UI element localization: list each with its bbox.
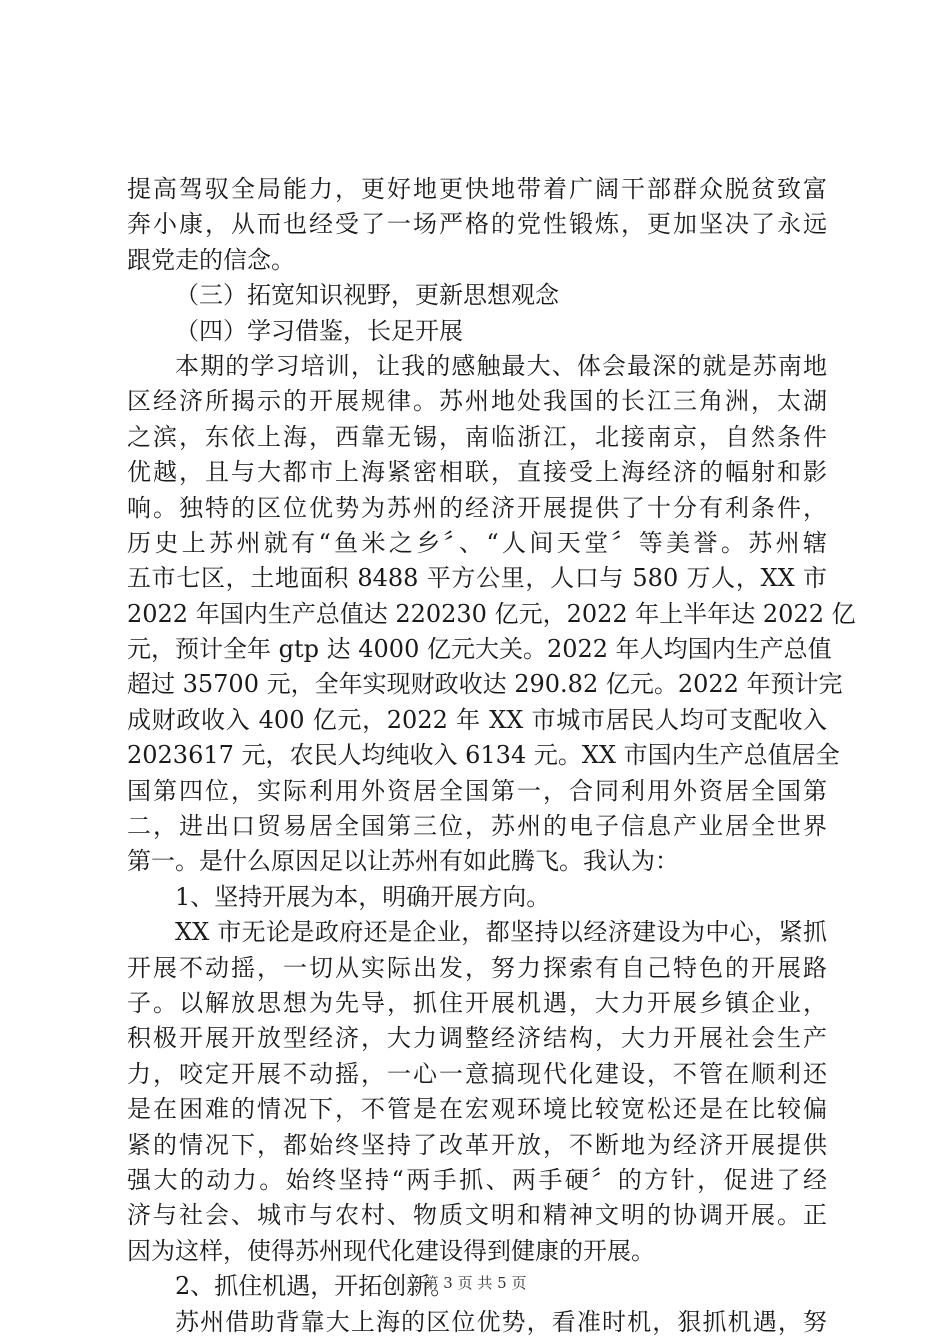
- text-line: 之滨，东依上海，西靠无锡，南临浙江，北接南京，自然条件: [127, 422, 827, 451]
- text-line: 超过 35700 元，全年实现财政收达 290.82 亿元。2022 年预计完: [127, 670, 843, 699]
- text-line: 五市七区，土地面积 8488 平方公里，人口与 580 万人，XX 市: [127, 564, 827, 593]
- text-line: 提高驾驭全局能力，更好地更快地带着广阔干部群众脱贫致富: [127, 175, 827, 203]
- text-line: （三）拓宽知识视野，更新思想观念: [175, 281, 559, 310]
- text-line: 子。以解放思想为先导，抓住开展机遇，大力开展乡镇企业，: [127, 988, 827, 1017]
- text-line: 积极开展开放型经济，大力调整经济结构，大力开展社会生产: [127, 1024, 827, 1053]
- text-line: 2022 年国内生产总值达 220230 亿元，2022 年上半年达 2022 亿: [127, 599, 856, 628]
- text-line: 强大的动力。始终坚持“两手抓、两手硬〞的方针，促进了经: [127, 1165, 827, 1194]
- text-line: 国第四位，实际利用外资居全国第一，合同利用外资居全国第: [127, 776, 827, 805]
- text-line: 是在困难的情况下，不管是在宏观环境比较宽松还是在比较偏: [127, 1095, 827, 1124]
- page-footer: 第 3 页 共 5 页: [423, 1274, 527, 1292]
- text-line: 跟党走的信念。: [127, 245, 295, 274]
- text-line: 因为这样，使得苏州现代化建设得到健康的开展。: [127, 1236, 655, 1265]
- text-line: XX 市无论是政府还是企业，都坚持以经济建设为中心，紧抓: [175, 918, 827, 947]
- text-line: 2023617 元，农民人均纯收入 6134 元。XX 市国内生产总值居全: [127, 741, 840, 770]
- text-line: 力，咬定开展不动摇，一心一意搞现代化建设，不管在顺利还: [127, 1059, 827, 1088]
- text-line: 二，进出口贸易居全国第三位，苏州的电子信息产业居全世界: [127, 812, 827, 841]
- text-line: 1、坚持开展为本，明确开展方向。: [175, 882, 551, 911]
- body-text: [127, 172, 856, 1340]
- text-line: 历史上苏州就有“鱼米之乡〞、“人间天堂〞等美誉。苏州辖: [127, 528, 827, 557]
- text-line: 本期的学习培训，让我的感触最大、体会最深的就是苏南地: [175, 351, 827, 380]
- text-line: 开展不动摇，一切从实际出发，努力探索有自己特色的开展路: [127, 953, 827, 982]
- text-line: 区经济所揭示的开展规律。苏州地处我国的长江三角洲，太湖: [127, 387, 827, 416]
- text-line: 奔小康，从而也经受了一场严格的党性锻炼，更加坚决了永远: [127, 210, 827, 239]
- text-line: 第一。是什么原因足以让苏州有如此腾飞。我认为：: [127, 847, 679, 876]
- text-line: 响。独特的区位优势为苏州的经济开展提供了十分有利条件，: [127, 493, 827, 522]
- text-line: 济与社会、城市与农村、物质文明和精神文明的协调开展。正: [127, 1201, 827, 1230]
- text-line: （四）学习借鉴，长足开展: [175, 316, 463, 345]
- text-line: 2、抓住机遇，开拓创新。: [175, 1272, 455, 1301]
- text-line: 苏州借助背靠大上海的区位优势，看准时机，狠抓机遇，努: [175, 1307, 827, 1336]
- text-line: 优越，且与大都市上海紧密相联，直接受上海经济的幅射和影: [127, 458, 827, 487]
- text-line: 紧的情况下，都始终坚持了改革开放，不断地为经济开展提供: [127, 1130, 827, 1159]
- text-line: 元，预计全年 gtp 达 4000 亿元大关。2022 年人均国内生产总值: [127, 635, 832, 664]
- text-line: 成财政收入 400 亿元，2022 年 XX 市城市居民人均可支配收入: [127, 705, 827, 734]
